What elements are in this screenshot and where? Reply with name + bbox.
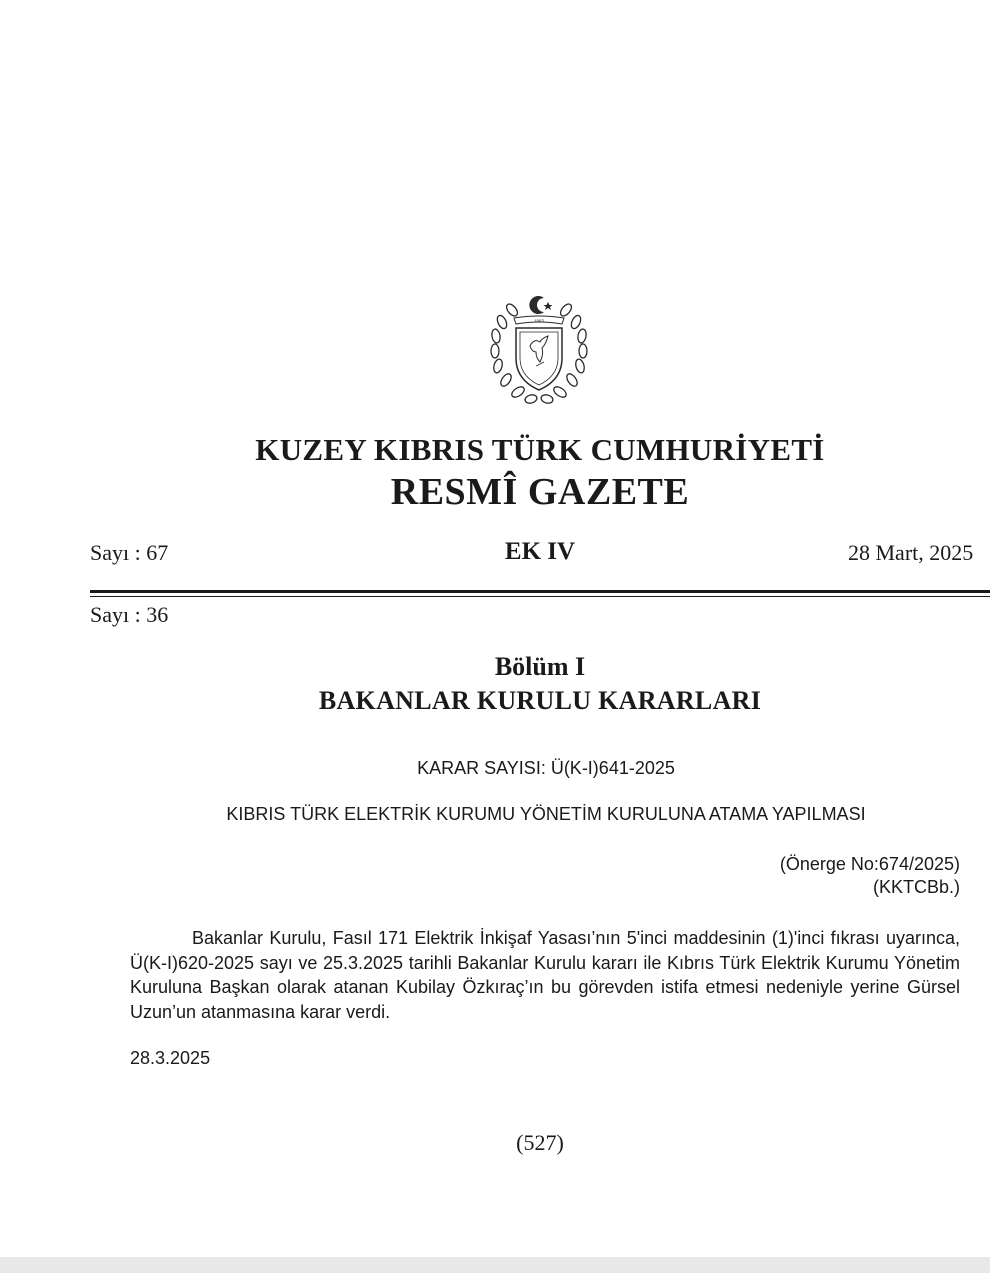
issue-number: Sayı : 67 (90, 540, 169, 565)
supplement-label: EK IV (504, 538, 576, 565)
crescent-icon (529, 296, 544, 314)
part-number: Sayı : 36 (90, 602, 169, 627)
proposal-source: (KKTCBb.) (872, 877, 960, 897)
laurel-left-icon (491, 302, 538, 404)
section-subtitle: BAKANLAR KURULU KARARLARI (318, 686, 762, 715)
emblem-year: 1983 (533, 318, 545, 324)
proposal-number: (Önerge No:674/2025) (779, 854, 960, 874)
header-divider-thin (90, 596, 990, 597)
state-emblem (478, 288, 600, 412)
country-title: KUZEY KIBRIS TÜRK CUMHURİYETİ (255, 432, 825, 467)
decision-body: Bakanlar Kurulu, Fasıl 171 Elektrik İnkişaf Yasası’nın 5'inci maddesinin (1)'inci fıkrası uyarınca, Ü(K-I)620-2025 sayı ve 25.3.2025 tarihli Bakanlar Kurulu kararı ile Kıbrıs Türk Elektrik Kurumu Yönetim Kuruluna Başkan olarak atanan Kubilay Özkıraç’ın bu görevden istifa etmesi nedeniyle yerine Gürsel Uzun’un atanmasına karar verdi. (130, 928, 960, 1022)
decision-number: KARAR SAYISI: Ü(K-I)641-2025 (417, 758, 675, 778)
decision-date: 28.3.2025 (130, 1048, 211, 1068)
dove-icon (530, 336, 548, 362)
section-title: Bölüm I (494, 652, 586, 681)
decision-subject: KIBRIS TÜRK ELEKTRİK KURUMU YÖNETİM KURULUNA ATAMA YAPILMASI (226, 804, 866, 824)
shield-icon (516, 328, 562, 390)
star-icon (544, 302, 553, 310)
page-number: (527) (516, 1130, 564, 1155)
issue-date: 28 Mart, 2025 (848, 540, 974, 565)
laurel-right-icon (540, 302, 587, 404)
gazette-title: RESMÎ GAZETE (390, 471, 690, 513)
header-divider-thick (90, 590, 990, 593)
bottom-bar (0, 1257, 990, 1273)
